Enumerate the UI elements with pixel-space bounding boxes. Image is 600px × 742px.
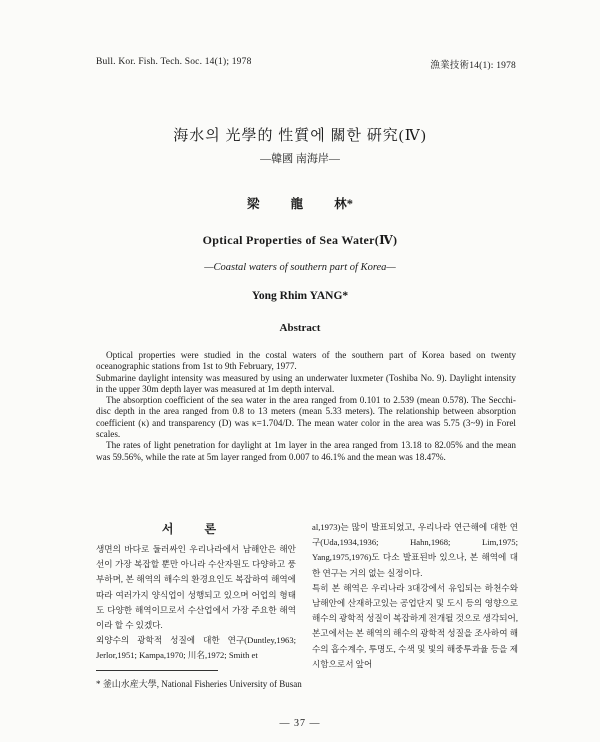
abstract-paragraph: Optical properties were studied in the costal waters of the southern part of Korea based on twenty oceanographic stations from 1st to 9th February, 1977. (96, 350, 516, 372)
korean-subtitle: —韓國 南海岸— (260, 153, 340, 165)
footnote-divider (96, 670, 218, 671)
intro-paragraph: 외양수의 광학적 성질에 대한 연구(Duntley,1963; Jerlor,1951; Kampa,1970; 川名,1972; Smith et (96, 635, 296, 661)
english-author: Yong Rhim YANG* (251, 290, 349, 302)
intro-left-column (96, 520, 296, 664)
korean-author: 梁 龍 林* (246, 197, 353, 211)
page-number: — 37 — (279, 718, 321, 729)
abstract-body (96, 350, 516, 463)
abstract-paragraph: The absorption coefficient of the sea water in the area ranged from 0.101 to 2.539 (mean 0.578). The Secchi-disc depth in the area ranged from 0.8 to 13 meters (mean 5.33 meters). The relationship between absorption coefficient (κ) and transparency (D) was κ=1.704/D. The mean water color in the area was 5.75 (3~9) in Forel scales. (96, 395, 516, 440)
abstract-paragraph: Submarine daylight intensity was measured by using an underwater luxmeter (Toshiba No. 9). Daylight intensity in the upper 30m depth layer was measured at 1m depth interval. (96, 372, 516, 394)
abstract-paragraph: The rates of light penetration for daylight at 1m layer in the area ranged from 13.18 to 82.05% and the mean was 59.56%, while the rate at 5m layer ranged from 0.007 to 46.1% and the mean was 18.47%. (96, 440, 516, 462)
english-subtitle: —Coastal waters of southern part of Korea— (204, 262, 396, 273)
section-heading: 서 론 (161, 522, 231, 536)
footnote: * 釜山水産大學, National Fisheries University of Busan (96, 679, 302, 689)
intro-paragraph: al,1973)는 많이 발표되었고, 우리나라 연근해에 대한 연구(Uda,1934,1936; Hahn,1968; Lim,1975; Yang,1975,1976)도 다소 발표된바 있으나, 본 해역에 대한 연구는 거의 없는 실정이다. (312, 522, 518, 578)
english-title: Optical Properties of Sea Water(Ⅳ) (202, 233, 398, 247)
intro-right-column (312, 520, 518, 672)
korean-title: 海水의 光學的 性質에 關한 硏究(Ⅳ) (173, 128, 427, 144)
journal-header: Bull. Kor. Fish. Tech. Soc. 14(1); 1978 (96, 57, 252, 67)
intro-paragraph: 특히 본 해역은 우리나라 3대강에서 유입되는 하천수와 남해안에 산재하고있는 공업단지 및 도시 등의 영향으로 해수의 광학적 성질이 복잡하게 전개될 것으로 생각되어, 본고에서는 본 해역의 해수의 광학적 성질을 조사하여 해수의 흡수계수, 투명도, 수색 및 빛의 해중투과율 등을 제시함으로서 앞어 (312, 582, 518, 669)
journal-header-korean: 漁業技術14(1): 1978 (430, 61, 516, 71)
intro-paragraph: 생면의 바다로 둘러싸인 우리나라에서 남해안은 해안선이 가장 복잡할 뿐만 아니라 수산자원도 다양하고 풍부하며, 본 해역의 해수의 환경요인도 복잡하여 해역에 따라 여러가지 양식업이 성행되고 있으며 어업의 형태도 다양한 해역이므로서 수산업에서 가장 주요한 해역이라 할 수 있겠다. (96, 544, 296, 631)
abstract-heading: Abstract (279, 322, 321, 334)
